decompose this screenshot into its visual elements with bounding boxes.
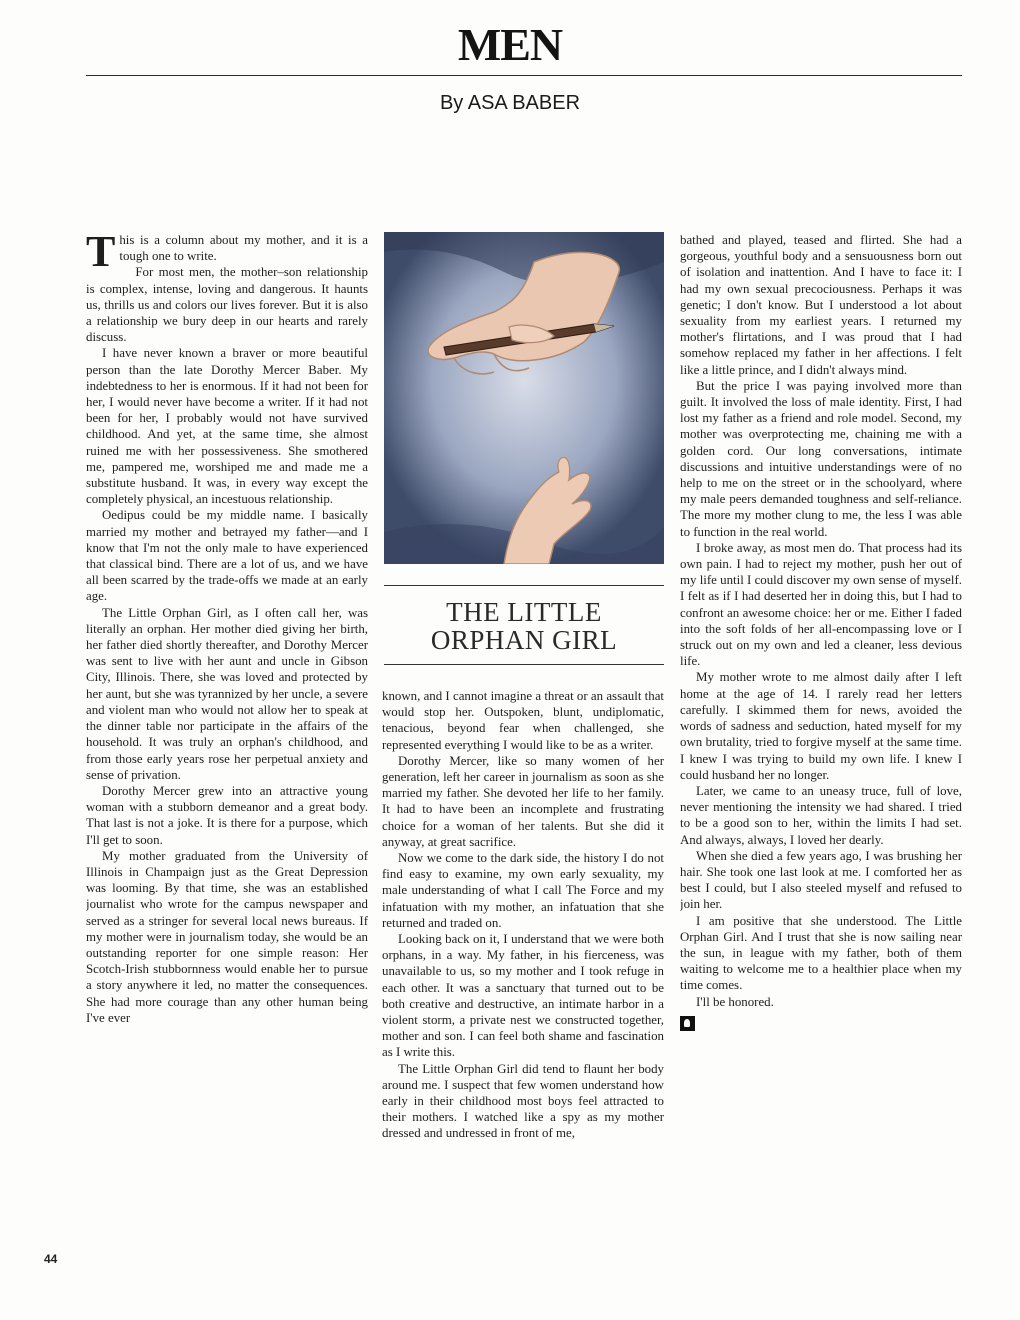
paragraph: Later, we came to an uneasy truce, full of love, never mentioning the intensity we had shared. I tried to be a good son to her, within the limits I had set. And always, always, I loved her dearly. (680, 783, 962, 847)
title-rule-bottom (384, 664, 664, 665)
drop-cap: T (86, 232, 116, 276)
article-title (384, 598, 664, 654)
paragraph: When she died a few years ago, I was brushing her hair. She took one last look at me. I comforted her as best I could, but I also steeled myself and refused to join her. (680, 848, 962, 912)
paragraph: Dorothy Mercer grew into an attractive young woman with a stubborn demeanor and a great body. That last is not a joke. It is there for a purpose, which I'll get to soon. (86, 783, 368, 847)
paragraph: The Little Orphan Girl, as I often call her, was literally an orphan. Her mother died giving her birth, her father died shortly thereafter, and Dorothy Mercer was sent to live with her aunt and uncle in Gibson City, Illinois. There, she was loved and protected by her aunt, but she was tyrannized by her uncle, a severe and violent man who would not allow her to speak at the dinner table nor participate in the affairs of the household. It was truly an orphan's childhood, and from those early years rose her perpetual anxiety and sense of privation. (86, 605, 368, 782)
article-title-line: ORPHAN GIRL (430, 625, 618, 655)
paragraph: I have never known a braver or more beautiful person than the late Dorothy Mercer Baber. My indebtedness to her is enormous. If it had not been for her, I would never have become a writer. If it had not been for her, I probably would not have survived childhood. And yet, at the same time, she almost ruined me with her possessiveness. She smothered me, pampered me, worshiped me and made me a substitute husband. It was, in every way except the completely physical, an incestuous relationship. (86, 346, 368, 507)
column-2 (382, 688, 664, 1273)
paragraph: known, and I cannot imagine a threat or an assault that would stop her. Outspoken, blunt, undiplomatic, tenacious, beyond fear when challenged, she represented everything I would like to be as a writer. (382, 689, 664, 752)
title-rule-top (384, 585, 664, 586)
end-mark-row (680, 1010, 962, 1031)
paragraph: bathed and played, teased and flirted. She had a gorgeous, youthful body and a sensuousness born out of isolation and inattention. And I have to face it: I had my own sexual precociousness. Perhaps it was genetic; I don't know. But I understood a lot about sexuality from my earliest years. I returned my mother's flirtations, and I was proud that I had somehow replaced my father in her affections. I felt like a little prince, and I didn't always mind. (680, 233, 962, 377)
paragraph: Oedipus could be my middle name. I basically married my mother and betrayed my father—and I know that I'm not the only male to have experienced that classical bind. There are a lot of us, and we have all been scarred by the trade-offs we made at an early age. (86, 508, 368, 604)
paragraph: Dorothy Mercer, like so many women of her generation, left her career in journalism as soon as she married my father. She devoted her life to her family. It had to have been an incomplete and frustrating choice for a woman of her talents. But she did it anyway, at great sacrifice. (382, 753, 664, 849)
column-3 (680, 232, 962, 1272)
paragraph: The Little Orphan Girl did tend to flaunt her body around me. I suspect that few women understand how early in their childhood most boys feel attracted to their mothers. I watched like a spy as my mother dressed and undressed in front of me, (382, 1061, 664, 1141)
paragraph: My mother graduated from the University of Illinois in Champaign just as the Great Depression was looming. By that time, she was an established journalist who wrote for the campus newspaper and served as a stringer for several local news bureaus. If my mother were in journalism today, she would be an outstanding reporter for one simple reason: Her Scotch-Irish stubbornness would enable her to pursue a story anywhere it led, no matter the consequences. She had more courage than any other human being I've ever (86, 848, 368, 1025)
byline: By ASA BABER (439, 92, 581, 114)
paragraph: But the price I was paying involved more than guilt. It involved the loss of male identity. First, I had lost my father as a friend and role model. Second, my mother was overprotecting me, chaining me with a golden cord. Our long conversations, intimate discussions and intuitive understandings were of no help to me on the street or in the schoolyard, where my male peers demanded toughness and self-reliance. The more my mother clung to me, the less I was able to function in the real world. (680, 378, 962, 539)
article-title-line: THE LITTLE (446, 597, 602, 627)
paragraph: I am positive that she understood. The Little Orphan Girl. And I trust that she is now sailing near the sun, in league with my father, both of them waiting to welcome me to a healthier place when my time comes. (680, 913, 962, 993)
page-number: 44 (44, 1252, 58, 1266)
paragraph: For most men, the mother–son relationship is complex, intense, loving and dangerous. It haunts us, thrills us and colors our lives forever. But it is also a relationship we bury deep in our hearts and rarely discuss. (86, 265, 368, 345)
hand-passing-pen-to-child-hand-illustration (384, 232, 664, 564)
paragraph: I'll be honored. (696, 994, 774, 1009)
section-title: MEN (457, 19, 563, 70)
paragraph: Looking back on it, I understand that we were both orphans, in a way. My father, in his fierceness, was unavailable to us, so my mother and I took refuge in each other. It was a sanctuary that turned out to be both creative and destructive, an intimate harbor in a violent storm, a private nest we constructed together, mother and son. I can feel both shame and fascination as I write this. (382, 932, 664, 1060)
paragraph: I broke away, as most men do. That process had its own pain. I had to reject my mother, push her out of my life until I could discover my own sense of myself. I felt as if I had deserted her in doing this, but I had to confront an awesome choice: her or me. Either I faded into the soft folds of her all-encompassing love or I struck out on my own and led a cleaner, less devious life. (680, 540, 962, 669)
header-rule (86, 75, 962, 76)
rabbit-head-end-mark-icon (680, 1016, 695, 1031)
hand-illustration-icon (384, 232, 664, 564)
paragraph: My mother wrote to me almost daily after I left home at the age of 14. I rarely read her letters carefully. I skimmed them for news, avoided the words of sadness and seduction, hated myself for my own brutality, tried to forgive myself at the same time. I knew I was trying to build my own life. I knew I could husband her no longer. (680, 670, 962, 782)
paragraph: This is a column about my mother, and it is a tough one to write. (86, 232, 368, 276)
column-1 (86, 232, 368, 1272)
paragraph: Now we come to the dark side, the history I do not find easy to examine, my own early sexuality, my male understanding of what I call The Force and my infatuation with my mother, an infatuation that she returned and traded on. (382, 851, 664, 930)
